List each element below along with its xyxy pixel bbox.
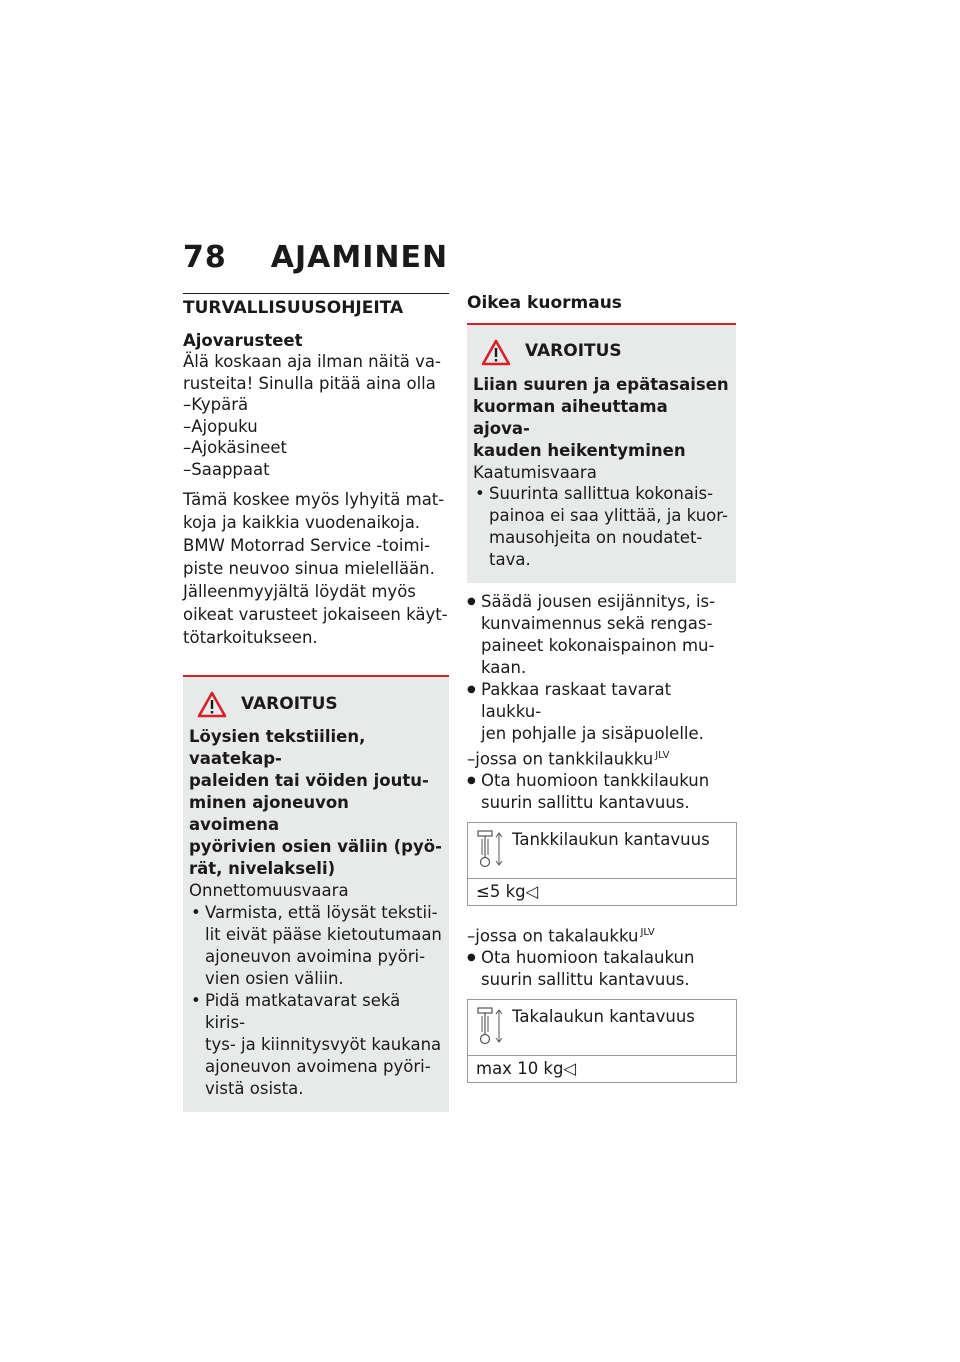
text-line: vistä osista. [205, 1078, 304, 1098]
warning-headline: Liian suuren ja epätasaisen [473, 374, 729, 394]
text-line: koja ja kaikkia vuodenaikoja. [183, 513, 421, 532]
text-line: piste neuvoo sinua mielellään. [183, 559, 435, 578]
step-item [467, 679, 736, 745]
text-line: • Suurinta sallittua kokonais- [489, 484, 714, 503]
spec-label: Takalaukun kantavuus [512, 1007, 695, 1026]
spec-header [468, 1000, 736, 1056]
gear-item-suit: –Ajopuku [183, 416, 258, 436]
text-line: jen pohjalle ja sisäpuolelle. [481, 724, 704, 743]
option-marker: JLV [655, 750, 670, 761]
warning-triangle-icon [481, 339, 511, 366]
weight-load-icon [473, 829, 507, 869]
text-line: ● Pakkaa raskaat tavarat laukku- [481, 680, 672, 721]
weight-load-icon [473, 1006, 507, 1046]
text-line: • Pidä matkatavarat sekä kiris- [205, 990, 401, 1032]
text-line: ● Säädä jousen esijännitys, is- [481, 592, 716, 611]
text-line: • Varmista, että löysät tekstii- [205, 902, 438, 922]
text-line: Tämä koskee myös lyhyitä mat- [183, 490, 445, 509]
option-marker: JLV [640, 927, 655, 938]
condition-tank-bag [467, 745, 736, 770]
gear-item-helmet: –Kypärä [183, 395, 249, 414]
text-line: ajoneuvon avoimena pyöri- [205, 1056, 431, 1076]
warning-hazard: Onnettomuusvaara [189, 881, 349, 900]
spec-value: max 10 kg◁ [476, 1059, 577, 1078]
left-column [183, 293, 449, 1112]
gear-item-boots: –Saappaat [183, 459, 270, 479]
warning-headline: rät, nivelakseli) [189, 859, 336, 878]
page-header [183, 240, 448, 280]
section-title-loading: Oikea kuormaus [467, 293, 736, 325]
warning-headline: Löysien tekstiilien, vaatekap- [189, 727, 366, 768]
step-item [467, 947, 736, 991]
text-line: tötarkoitukseen. [183, 628, 318, 647]
condition-text: –jossa on takalaukku [467, 926, 639, 946]
steps-list [467, 591, 736, 745]
chapter-title: AJAMINEN [270, 240, 449, 275]
spec-label: Tankkilaukun kantavuus [512, 830, 710, 849]
warning-headline: kauden heikentyminen [473, 440, 686, 460]
spec-header [468, 823, 736, 879]
intro-line: rusteita! Sinulla pitää aina olla [183, 373, 436, 393]
warning-triangle-icon [197, 691, 227, 718]
text-line: ajoneuvon avoimina pyöri- [205, 946, 426, 966]
text-line: tava. [489, 550, 531, 569]
warning-title [189, 691, 443, 718]
warning-headline: minen ajoneuvon avoimena [189, 793, 349, 834]
warning-title-text: VAROITUS [241, 693, 338, 714]
spec-table-tank-bag [467, 822, 737, 906]
section-title-safety: TURVALLISUUSOHJEITA [183, 293, 449, 324]
text-line: ● Ota huomioon takalaukun [481, 948, 695, 967]
warning-headline: pyörivien osien väliin (pyö- [189, 837, 442, 856]
spec-table-rear-bag [467, 999, 737, 1083]
text-line: suurin sallittu kantavuus. [481, 970, 690, 989]
warning-item [473, 483, 730, 571]
paragraph-gear-advice [183, 488, 449, 649]
page-number: 78 [183, 240, 227, 275]
text-line: vien osien väliin. [205, 968, 344, 988]
warning-title-text: VAROITUS [525, 341, 622, 362]
warning-item [189, 902, 443, 990]
text-line: suurin sallittu kantavuus. [481, 793, 690, 812]
condition-rear-bag [467, 922, 736, 947]
warning-hazard: Kaatumisvaara [473, 462, 597, 482]
text-line: painoa ei saa ylittää, ja kuor- [489, 506, 728, 525]
text-line: paineet kokonaispainon mu- [481, 636, 715, 655]
text-line: tys- ja kiinnitysvyöt kaukana [205, 1034, 442, 1054]
text-line: lit eivät pääse kietoutumaan [205, 924, 442, 944]
text-line: kunvaimennus sekä rengas- [481, 614, 713, 633]
warning-box-overload [467, 325, 736, 584]
warning-headline: kuorman aiheuttama ajova- [473, 396, 668, 438]
warning-box-loose-textiles [183, 675, 449, 1112]
warning-headline: paleiden tai vöiden joutu- [189, 771, 429, 790]
warning-title [473, 339, 730, 366]
text-line: oikeat varusteet jokaiseen käyt- [183, 605, 448, 624]
subhead-gear: Ajovarusteet [183, 330, 303, 350]
text-line: mausohjeita on noudatet- [489, 528, 703, 547]
text-line: kaan. [481, 658, 527, 677]
condition-text: –jossa on tankkilaukku [467, 749, 654, 769]
intro-line: Älä koskaan aja ilman näitä va- [183, 352, 441, 371]
gear-item-gloves: –Ajokäsineet [183, 438, 288, 457]
text-line: ● Ota huomioon tankkilaukun [481, 771, 710, 790]
step-item [467, 591, 736, 679]
step-item [467, 770, 736, 814]
text-line: BMW Motorrad Service -toimi- [183, 536, 431, 555]
warning-item [189, 990, 443, 1100]
text-line: Jälleenmyyjältä löydät myös [183, 582, 416, 601]
spec-value: ≤5 kg◁ [476, 882, 539, 901]
right-column [467, 293, 736, 1083]
